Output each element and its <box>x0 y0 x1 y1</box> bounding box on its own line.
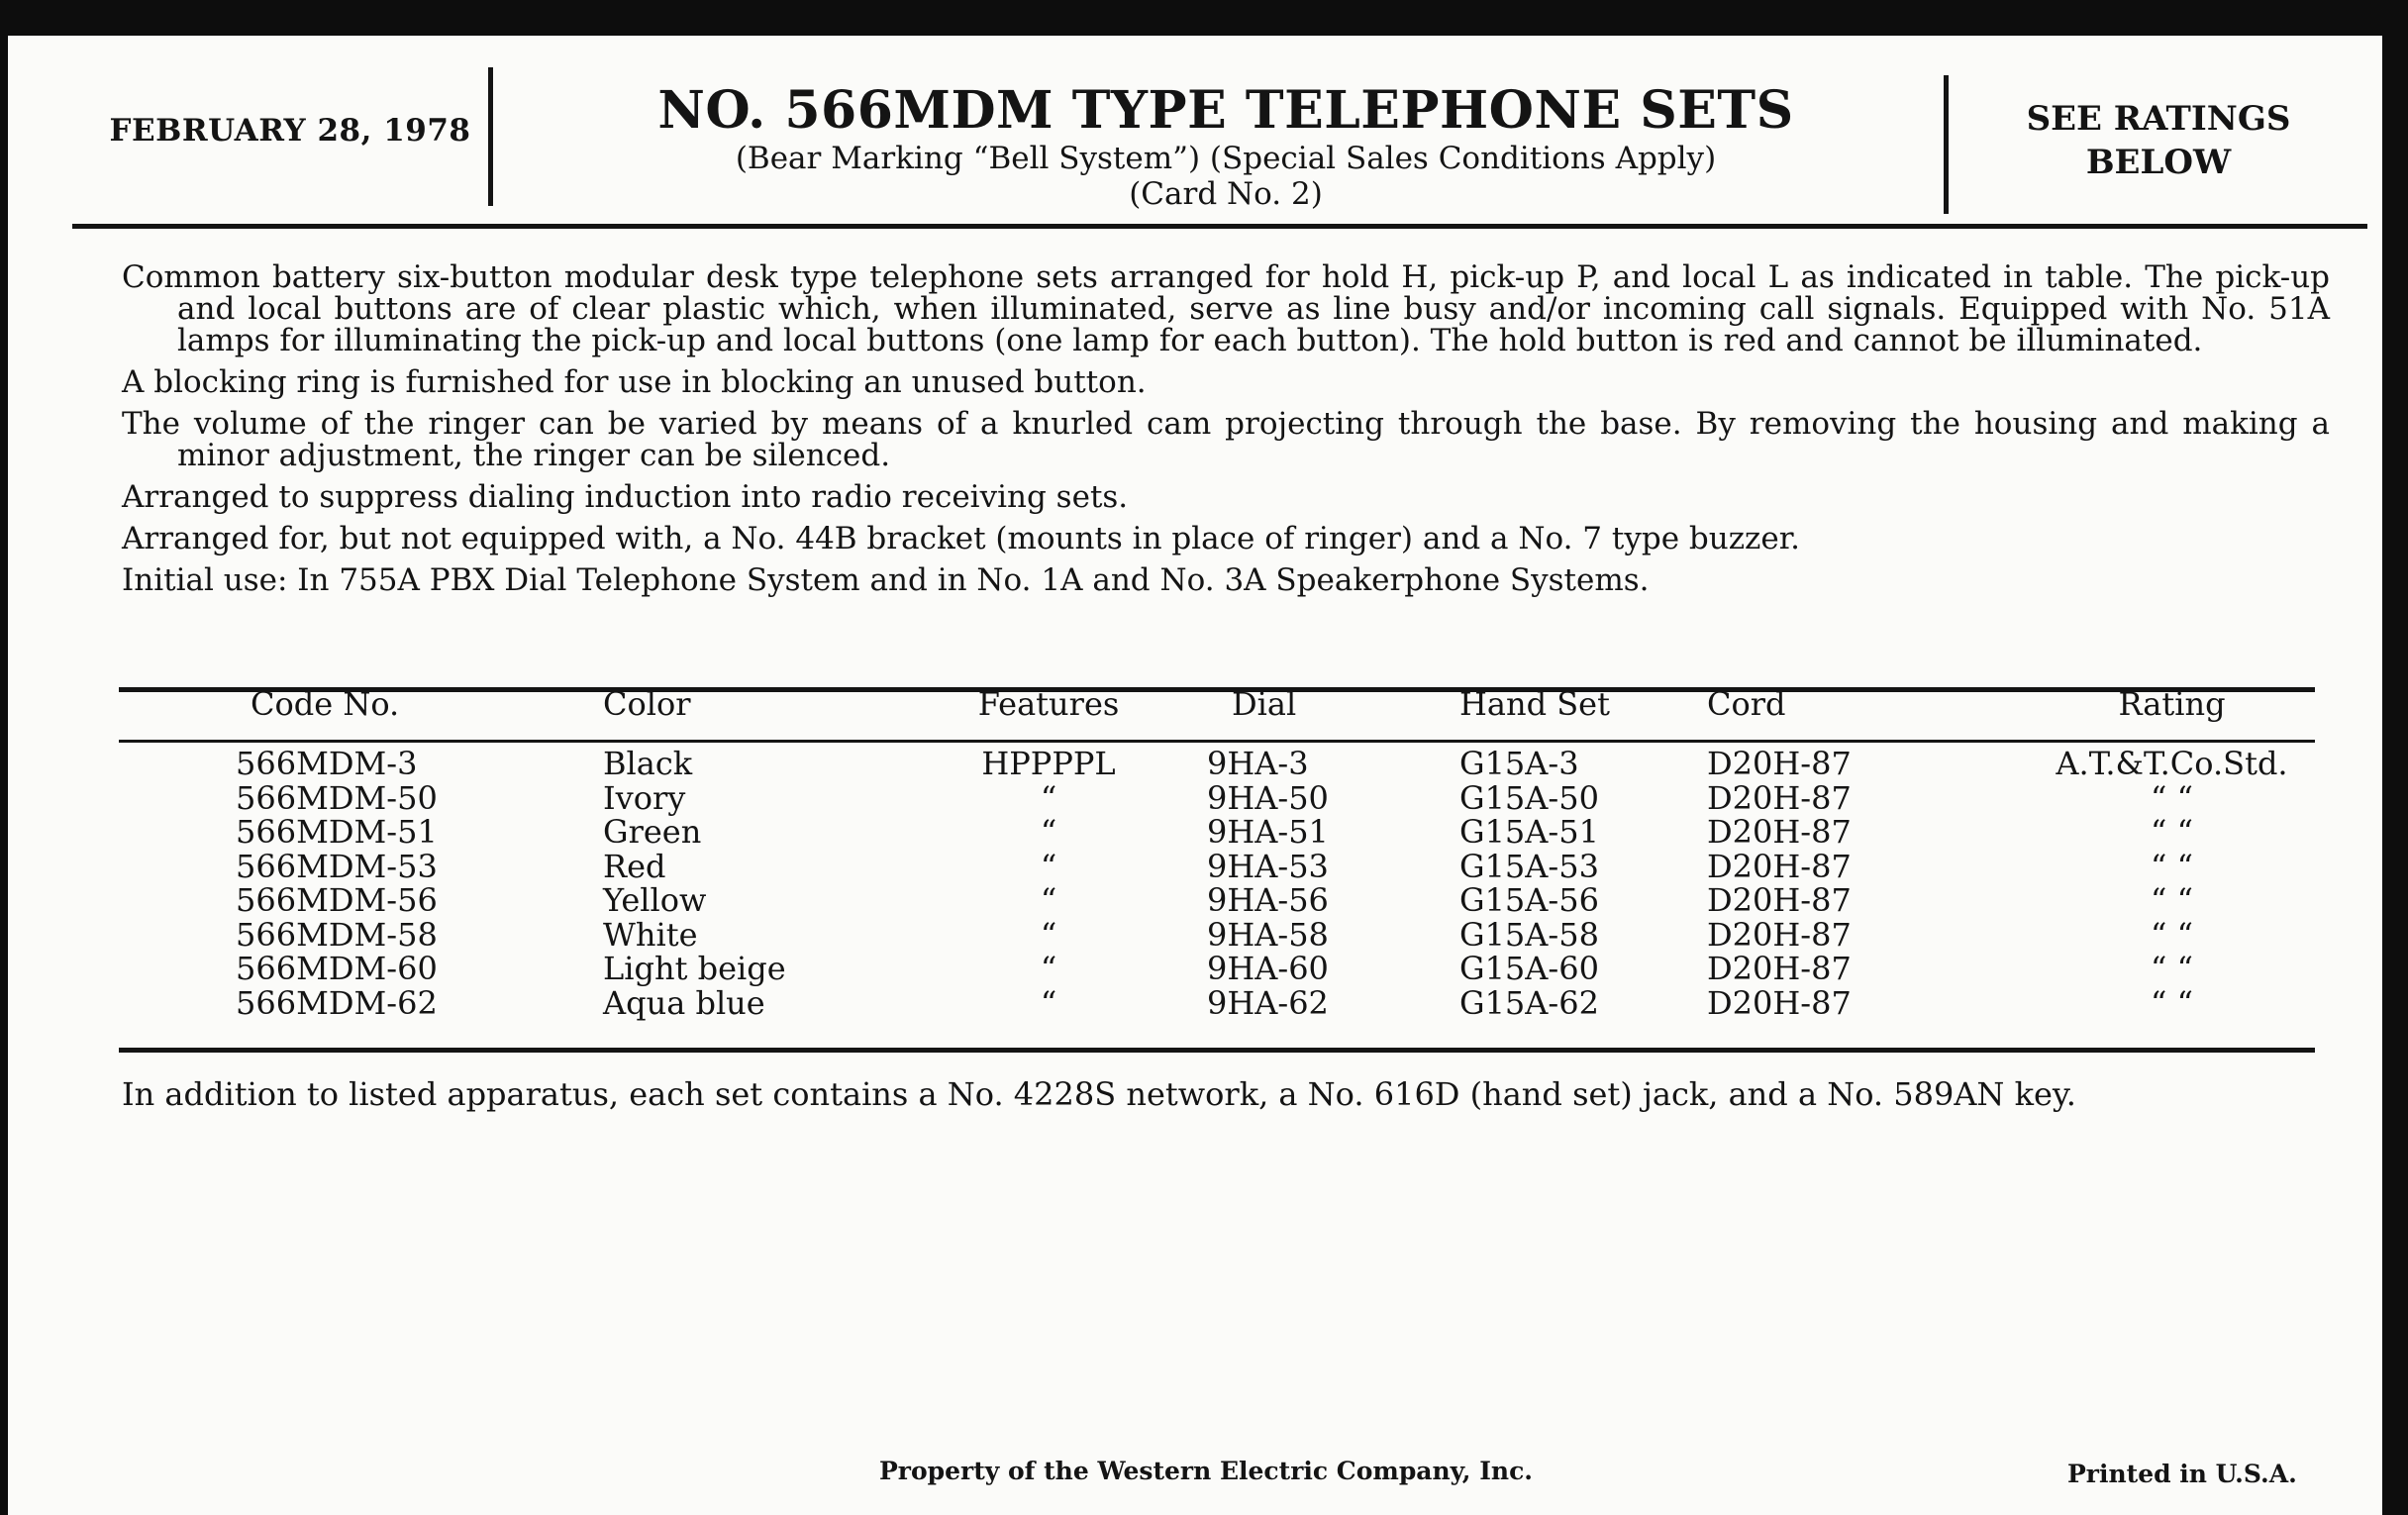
cell-rating: “ “ <box>2151 983 2193 1022</box>
cell-color: Green <box>603 813 702 851</box>
catalog-card <box>8 36 2382 1515</box>
table-row <box>122 952 2310 986</box>
cell-hand-set: G15A-51 <box>1459 813 1599 851</box>
column-header-hand-set: Hand Set <box>1459 685 1610 723</box>
cell-color: Ivory <box>603 778 686 817</box>
cell-cord: D20H-87 <box>1707 847 1852 885</box>
apparatus-footnote: In addition to listed apparatus, each set contains a No. 4228S network, a No. 616D (hand set) jack, and a No. 589AN key. <box>122 1075 2076 1113</box>
cell-dial: 9HA-60 <box>1207 950 1329 987</box>
cell-rating: “ “ <box>2151 881 2193 919</box>
table-row <box>122 883 2310 918</box>
cell-rating: “ “ <box>2151 915 2193 954</box>
cell-code: 566MDM-3 <box>236 745 418 782</box>
description-paragraph: The volume of the ringer can be varied by means of a knurled cam projecting through the base. By removing the housing and making a minor adjustment, the ringer can be silenced. <box>122 406 2330 473</box>
property-notice: Property of the Western Electric Company, Inc. <box>879 1457 1534 1485</box>
column-header-color: Color <box>603 685 691 723</box>
ratings-note-line2: BELOW <box>2085 143 2232 182</box>
table-row <box>122 850 2310 884</box>
header-divider-right <box>1944 75 1949 214</box>
cell-hand-set: G15A-56 <box>1459 881 1599 919</box>
cell-dial: 9HA-58 <box>1207 915 1329 954</box>
page-subtitle: (Bear Marking “Bell System”) (Special Sales Conditions Apply) <box>735 141 1717 176</box>
description-paragraph: Common battery six-button modular desk type telephone sets arranged for hold H, pick-up P, and local L as indicated in table. The pick-up and local buttons are of clear plastic which, when illuminated, serve as line busy and/or incoming call signals. Equipped with No. 51A lamps for illuminating the pick-up and local buttons (one lamp for each button). The hold button is red and cannot be illuminated. <box>122 259 2330 358</box>
cell-hand-set: G15A-50 <box>1459 778 1599 817</box>
table-row <box>122 918 2310 953</box>
cell-code: 566MDM-62 <box>236 983 438 1022</box>
cell-features: “ <box>1040 915 1057 954</box>
column-header-code: Code No. <box>251 685 400 723</box>
table-bottom-rule <box>119 1048 2315 1053</box>
cell-rating: “ “ <box>2151 813 2193 851</box>
cell-cord: D20H-87 <box>1707 881 1852 919</box>
ratings-note-line1: SEE RATINGS <box>2026 99 2291 139</box>
cell-features: HPPPPL <box>981 745 1116 782</box>
cell-hand-set: G15A-58 <box>1459 915 1599 954</box>
cell-hand-set: G15A-3 <box>1459 745 1579 782</box>
column-header-features: Features <box>977 685 1120 723</box>
column-header-rating: Rating <box>2118 685 2226 723</box>
cell-features: “ <box>1040 983 1057 1022</box>
cell-hand-set: G15A-62 <box>1459 983 1599 1022</box>
cell-cord: D20H-87 <box>1707 778 1852 817</box>
cell-cord: D20H-87 <box>1707 745 1852 782</box>
cell-features: “ <box>1040 881 1057 919</box>
table-row <box>122 781 2310 816</box>
specs-table <box>122 675 2310 1020</box>
description-paragraph: Initial use: In 755A PBX Dial Telephone System and in No. 1A and No. 3A Speakerphone Systems. <box>122 562 1650 598</box>
cell-hand-set: G15A-53 <box>1459 847 1599 885</box>
page-title: NO. 566MDM TYPE TELEPHONE SETS <box>657 80 1794 141</box>
cell-color: White <box>603 915 698 954</box>
cell-color: Light beige <box>603 950 786 987</box>
cell-code: 566MDM-50 <box>236 778 438 817</box>
ratings-note <box>1960 97 2357 184</box>
table-row <box>122 815 2310 850</box>
cell-color: Aqua blue <box>603 983 765 1022</box>
cell-color: Yellow <box>603 881 707 919</box>
cell-dial: 9HA-62 <box>1207 983 1329 1022</box>
header-rule <box>72 224 2367 229</box>
cell-hand-set: G15A-60 <box>1459 950 1599 987</box>
cell-code: 566MDM-60 <box>236 950 438 987</box>
cell-cord: D20H-87 <box>1707 950 1852 987</box>
table-row <box>122 986 2310 1021</box>
header-divider-left <box>488 67 493 206</box>
cell-features: “ <box>1040 847 1057 885</box>
column-header-dial: Dial <box>1232 685 1297 723</box>
cell-code: 566MDM-56 <box>236 881 438 919</box>
cell-color: Black <box>603 745 693 782</box>
card-number: (Card No. 2) <box>1129 176 1323 212</box>
cell-rating: “ “ <box>2151 950 2193 987</box>
cell-code: 566MDM-58 <box>236 915 438 954</box>
cell-cord: D20H-87 <box>1707 983 1852 1022</box>
description-paragraph: Arranged for, but not equipped with, a No. 44B bracket (mounts in place of ringer) and a No. 7 type buzzer. <box>122 521 1800 556</box>
description-paragraph: Arranged to suppress dialing induction into radio receiving sets. <box>122 479 1129 515</box>
cell-features: “ <box>1040 813 1057 851</box>
printed-notice: Printed in U.S.A. <box>2067 1460 2297 1488</box>
cell-features: “ <box>1040 950 1057 987</box>
cell-cord: D20H-87 <box>1707 915 1852 954</box>
cell-code: 566MDM-53 <box>236 847 438 885</box>
cell-rating: “ “ <box>2151 847 2193 885</box>
cell-rating: A.T.&T.Co.Std. <box>2056 745 2288 782</box>
cell-code: 566MDM-51 <box>236 813 438 851</box>
table-header-row <box>122 675 2310 733</box>
description <box>122 261 2330 606</box>
cell-rating: “ “ <box>2151 778 2193 817</box>
table-row <box>122 733 2310 781</box>
column-header-cord: Cord <box>1707 685 1786 723</box>
card-date: FEBRUARY 28, 1978 <box>109 113 471 149</box>
cell-color: Red <box>603 847 666 885</box>
cell-dial: 9HA-50 <box>1207 778 1329 817</box>
header-center <box>503 81 1949 212</box>
cell-dial: 9HA-51 <box>1207 813 1329 851</box>
cell-dial: 9HA-3 <box>1207 745 1309 782</box>
cell-dial: 9HA-56 <box>1207 881 1329 919</box>
cell-dial: 9HA-53 <box>1207 847 1329 885</box>
description-paragraph: A blocking ring is furnished for use in blocking an unused button. <box>122 364 1147 400</box>
cell-features: “ <box>1040 778 1057 817</box>
cell-cord: D20H-87 <box>1707 813 1852 851</box>
